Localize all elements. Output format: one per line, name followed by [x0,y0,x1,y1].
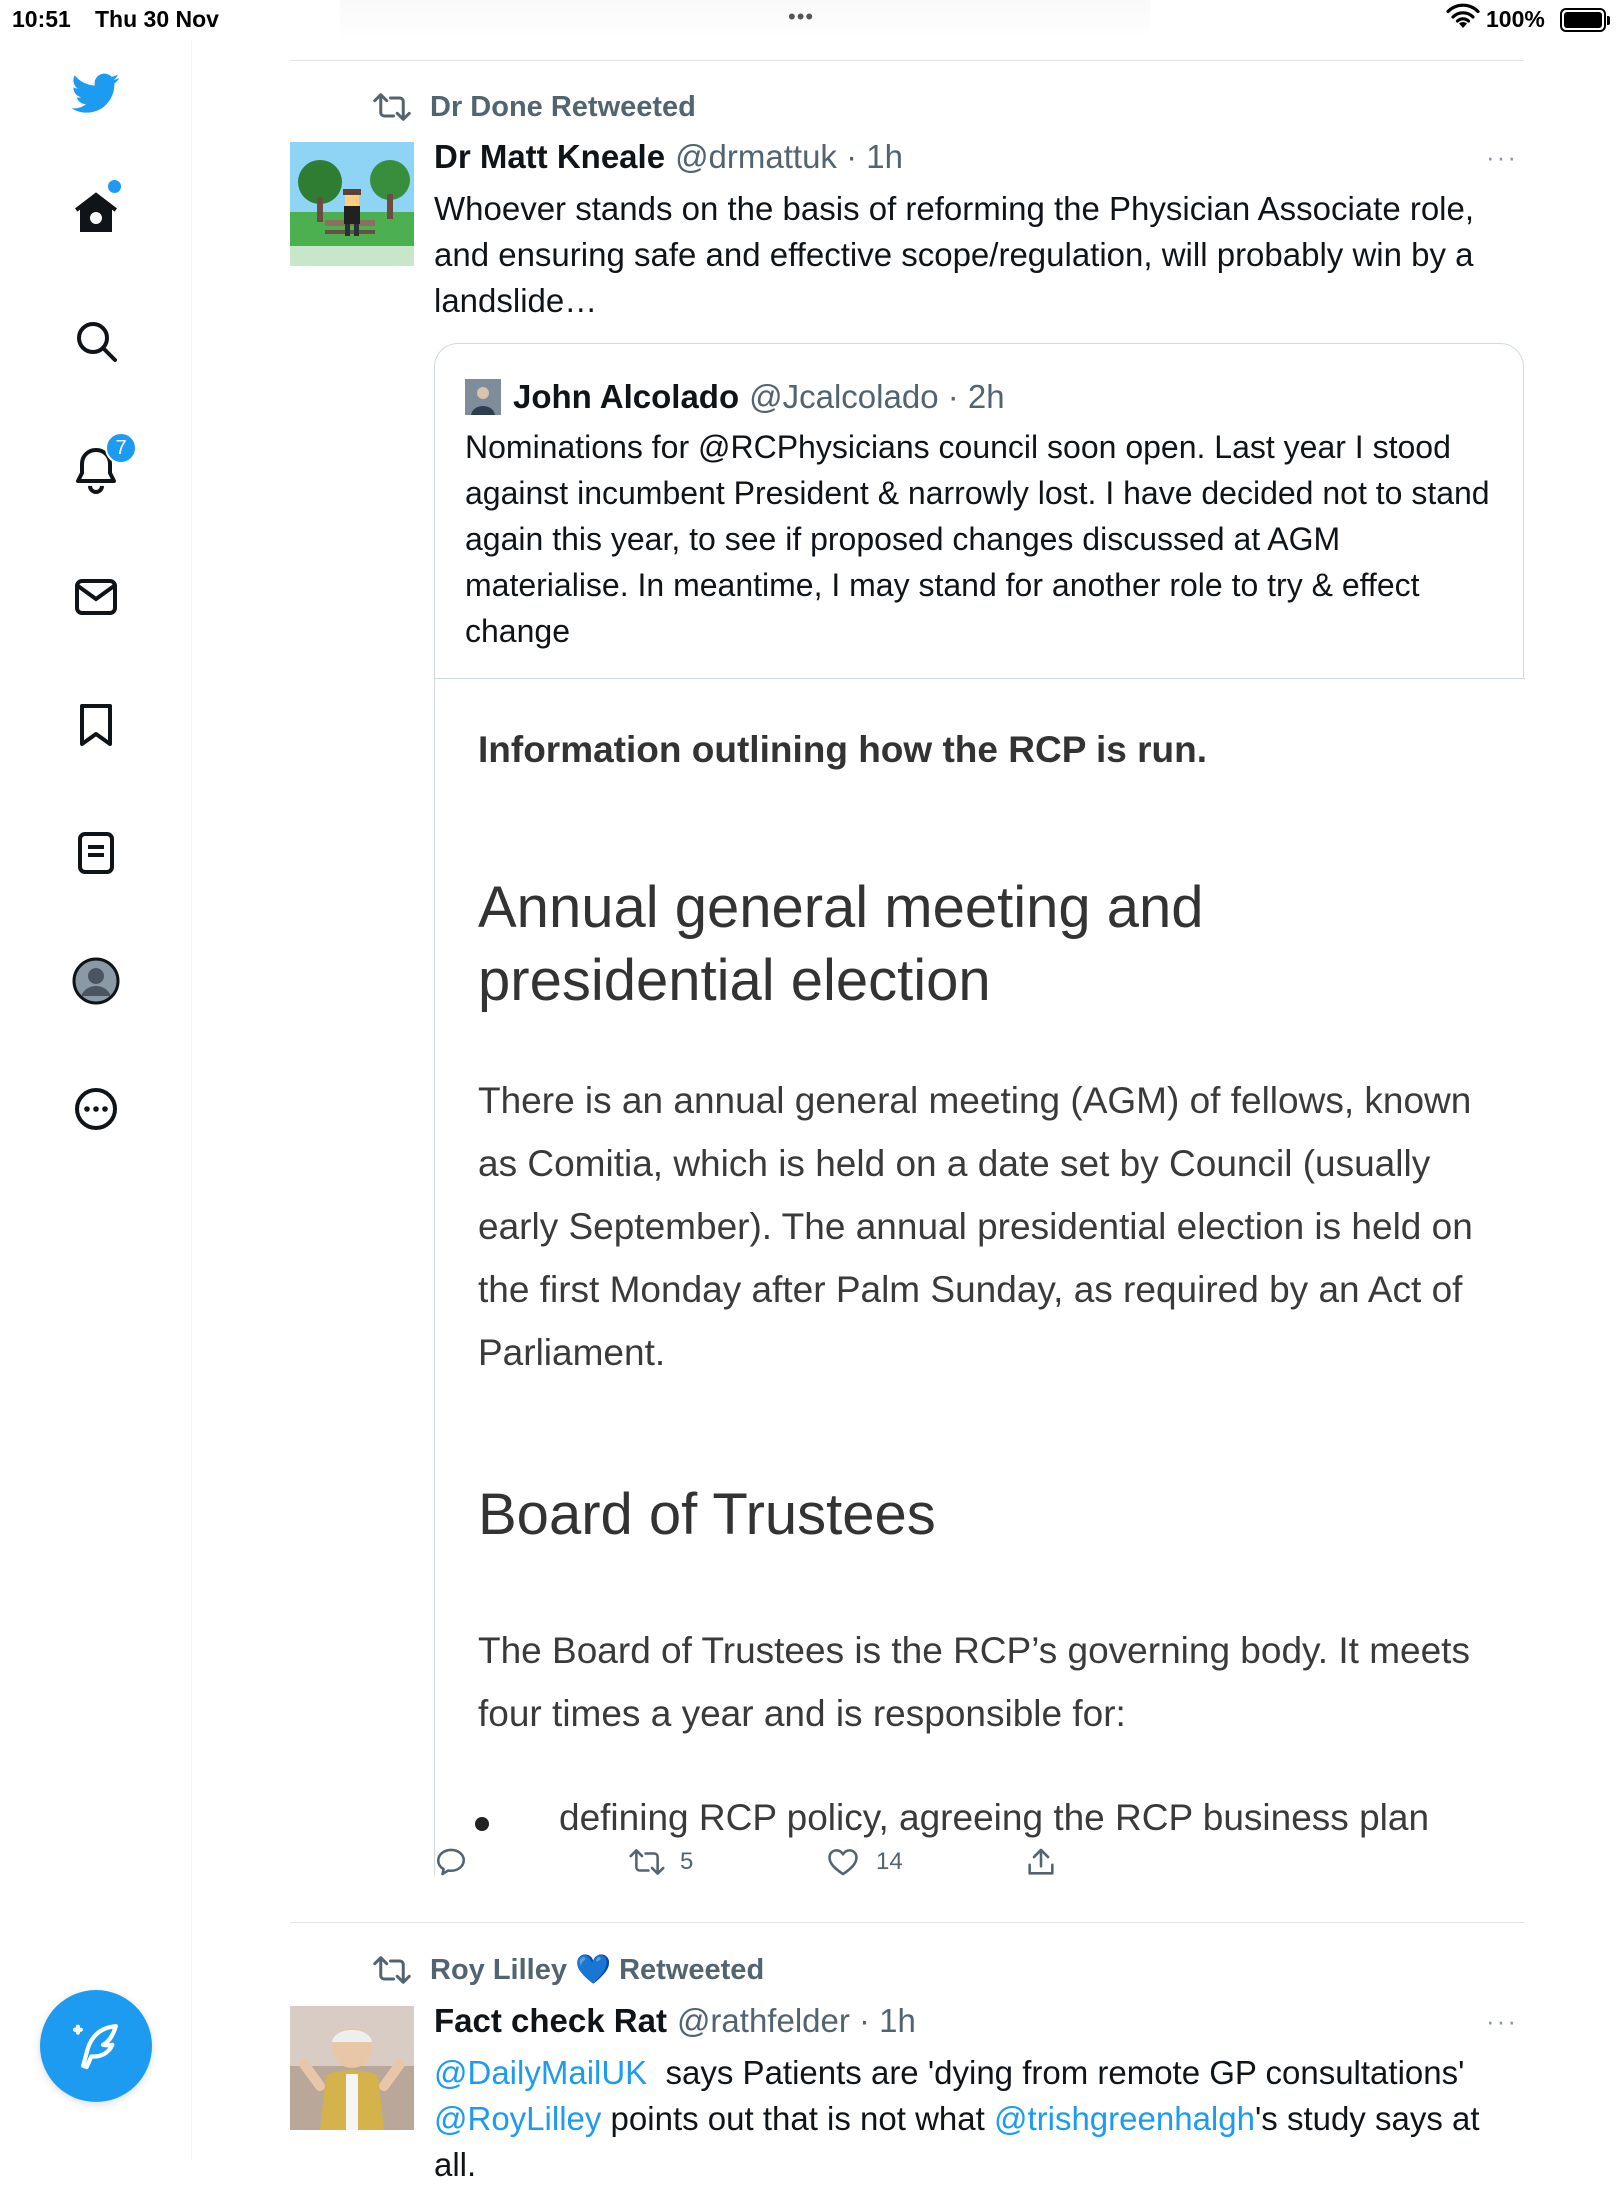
like-button[interactable] [826,1845,903,1879]
share-button[interactable] [1024,1845,1074,1879]
bullet-dot [475,1817,489,1831]
image-heading-trustees: Board of Trustees [478,1482,936,1547]
blue-heart-emoji: 💙 [575,1954,612,1986]
tweet-more-button[interactable]: ··· [1486,2006,1518,2036]
divider [290,60,1524,61]
retweet-context[interactable] [374,89,696,125]
heart-icon [826,1845,860,1879]
lists-nav-item[interactable] [63,820,129,886]
tweet-header [434,138,903,176]
lists-icon [72,829,120,877]
tweet-text-part: 's study says at all. [434,2100,1480,2183]
reply-button[interactable] [434,1845,484,1879]
author-handle[interactable]: @drmattuk · 1h [675,138,903,175]
author-name[interactable]: Dr Matt Kneale [434,138,666,175]
quoted-author-handle: @Jcalcolado · 2h [749,378,1005,415]
tweet-more-button[interactable]: ··· [1486,142,1518,172]
profile-icon [72,957,120,1005]
image-paragraph-trustees: The Board of Trustees is the RCP’s governing body. It meets four times a year and is responsible for: [478,1630,1470,1734]
mention-link[interactable]: @DailyMailUK [434,2054,648,2091]
home-icon [72,189,120,237]
retweet-icon [374,89,410,125]
wifi-icon [1447,6,1479,36]
profile-nav-item[interactable] [63,948,129,1014]
retweet-context-name: Roy Lilley [430,1953,567,1986]
image-bullet-item: defining RCP policy, agreeing the RCP business plan [559,1797,1430,1838]
retweet-context-label: Retweeted [619,1953,765,1986]
tweet-actions [434,1845,1434,1895]
notification-badge: 7 [105,432,137,464]
multitask-dots[interactable]: ••• [788,4,815,29]
more-icon [72,1085,120,1133]
twitter-bird-icon[interactable] [63,60,129,126]
avatar[interactable] [290,142,414,266]
author-name[interactable]: Fact check Rat [434,2002,667,2039]
retweet-context[interactable] [374,1952,764,1988]
bookmarks-icon [72,701,120,749]
retweet-count: 5 [680,1848,694,1875]
battery-icon [1560,8,1606,32]
tweet-text [434,2050,1514,2188]
home-unread-dot [108,180,121,193]
image-heading-agm: Annual general meeting and presidential election [478,875,1204,1013]
image-info-heading: Information outlining how the RCP is run. [478,729,1207,770]
tweet-text: Whoever stands on the basis of reforming the Physician Associate role, and ensuring safe and effective scope/regulation, will probably win by a landslide… [434,190,1475,319]
battery-percentage: 100% [1486,6,1545,32]
quoted-tweet-header [465,378,1005,416]
quoted-tweet[interactable] [434,343,1524,1895]
sidebar [0,40,192,2160]
image-paragraph-agm: There is an annual general meeting (AGM) of fellows, known as Comitia, which is held on a date set by Council (usually early September). The annual presidential election is held on the first Monday after Palm Sunday, as required by an Act of Parliament. [478,1080,1473,1373]
status-time: 10:51 [12,6,71,32]
bookmarks-nav-item[interactable] [63,692,129,758]
mention-link[interactable]: @RoyLilley [434,2100,602,2137]
timeline [290,60,1524,2183]
quoted-avatar[interactable] [465,379,501,415]
share-icon [1024,1845,1058,1879]
quoted-tweet-text: Nominations for @RCPhysicians council soon open. Last year I stood against incumbent President & narrowly lost. I have decided not to stand again this year, to see if proposed changes discussed at AGM materialise. In meantime, I may stand for another role to try & effect change [465,429,1490,649]
compose-icon [68,2018,124,2074]
messages-nav-item[interactable] [63,564,129,630]
home-nav-item[interactable] [63,180,129,246]
tweet-text-part: says Patients are 'dying from remote GP consultations' [647,2054,1465,2091]
search-icon [72,317,120,365]
notifications-nav-item[interactable] [63,436,129,502]
quoted-tweet-image[interactable] [435,678,1525,1898]
reply-icon [434,1845,468,1879]
retweet-context-text: Dr Done Retweeted [430,90,696,123]
tweet-text-part: points out that is not what [601,2100,994,2137]
retweet-button[interactable] [630,1845,693,1879]
author-handle[interactable]: @rathfelder · 1h [676,2002,916,2039]
messages-icon [72,573,120,621]
like-count: 14 [876,1848,903,1875]
tweet-header [434,2002,916,2040]
search-nav-item[interactable] [63,308,129,374]
avatar[interactable] [290,2006,414,2130]
status-date: Thu 30 Nov [95,6,219,32]
quoted-author-name: John Alcolado [513,378,740,415]
status-bar [0,0,1620,40]
mention-link[interactable]: @trishgreenhalgh [993,2100,1255,2137]
retweet-icon [630,1845,664,1879]
compose-tweet-button[interactable] [40,1990,152,2102]
divider [290,1922,1524,1923]
more-nav-item[interactable] [63,1076,129,1142]
retweet-icon [374,1952,410,1988]
